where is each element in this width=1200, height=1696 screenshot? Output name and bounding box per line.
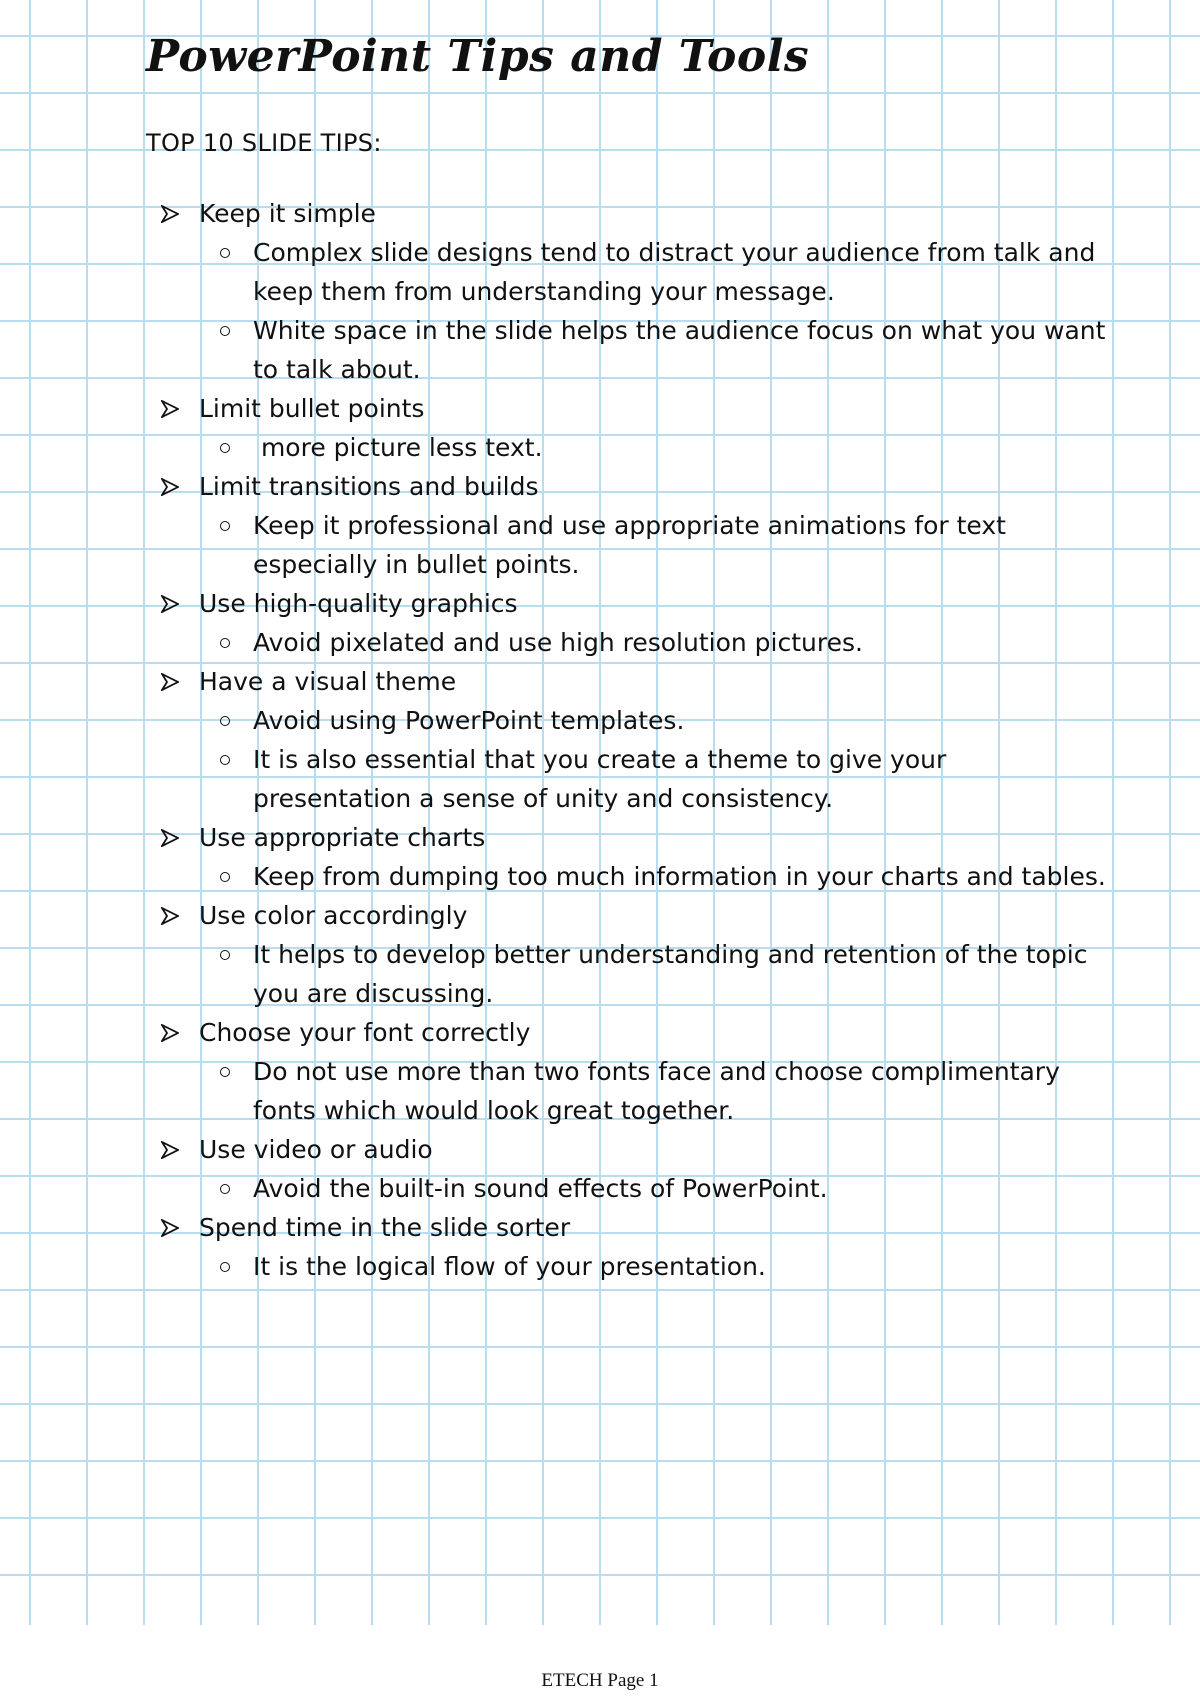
circle-icon	[220, 521, 230, 531]
tip-item	[146, 1208, 1106, 1286]
sub-text: Complex slide designs tend to distract your audience from talk and keep them from understanding your message.	[253, 238, 1104, 306]
circle-icon	[220, 638, 230, 648]
tip-label: Use color accordingly	[199, 901, 468, 930]
tip-label: Limit bullet points	[199, 394, 425, 423]
sub-text: It is also essential that you create a theme to give your presentation a sense of unity and consistency.	[253, 745, 955, 813]
circle-icon	[220, 1067, 230, 1077]
tip-item	[146, 584, 1106, 662]
tip-label: Use video or audio	[199, 1135, 433, 1164]
circle-icon	[220, 326, 230, 336]
tips-list	[146, 194, 1114, 1286]
sub-text: Do not use more than two fonts face and choose complimentary fonts which would look great together.	[253, 1057, 1068, 1125]
sub-item	[199, 233, 1106, 311]
circle-icon	[220, 248, 230, 258]
tip-label: Keep it simple	[199, 199, 376, 228]
sub-list	[199, 1052, 1106, 1130]
tip-item	[146, 389, 1106, 467]
sub-item	[199, 740, 1106, 818]
sub-list	[199, 623, 1106, 662]
tip-item	[146, 1013, 1106, 1130]
tip-label: Choose your font correctly	[199, 1018, 531, 1047]
tip-item	[146, 467, 1106, 584]
circle-icon	[220, 1184, 230, 1194]
sub-text: Keep it professional and use appropriate animations for text especially in bullet points.	[253, 511, 1014, 579]
tip-item	[146, 194, 1114, 389]
arrow-icon	[161, 907, 179, 925]
sub-text: White space in the slide helps the audience focus on what you want to talk about.	[253, 316, 1114, 384]
sub-list	[199, 857, 1106, 896]
circle-icon	[220, 443, 230, 453]
arrow-icon	[161, 829, 179, 847]
tip-item	[146, 662, 1106, 818]
arrow-icon	[161, 205, 179, 223]
tip-label: Use high-quality graphics	[199, 589, 518, 618]
tip-label: Limit transitions and builds	[199, 472, 539, 501]
sub-item	[199, 311, 1114, 389]
sub-text: It is the logical flow of your presentation.	[253, 1252, 766, 1281]
tip-item	[146, 896, 1106, 1013]
sub-item	[199, 623, 1106, 662]
sub-text: Keep from dumping too much information in your charts and tables.	[253, 862, 1106, 891]
circle-icon	[220, 755, 230, 765]
sub-list	[199, 1169, 1106, 1208]
arrow-icon	[161, 478, 179, 496]
section-heading: TOP 10 SLIDE TIPS:	[146, 129, 382, 157]
tip-label: Have a visual theme	[199, 667, 457, 696]
sub-item	[199, 935, 1106, 1013]
circle-icon	[220, 950, 230, 960]
tip-label: Spend time in the slide sorter	[199, 1213, 571, 1242]
sub-text: Avoid the built-in sound effects of PowerPoint.	[253, 1174, 828, 1203]
arrow-icon	[161, 1141, 179, 1159]
arrow-icon	[161, 1024, 179, 1042]
sub-text: more picture less text.	[253, 433, 543, 462]
sub-item	[199, 1052, 1106, 1130]
sub-item	[199, 1169, 1106, 1208]
sub-item	[199, 701, 1106, 740]
tip-item	[146, 1130, 1106, 1208]
tip-item	[146, 818, 1106, 896]
sub-list	[199, 1247, 1106, 1286]
sub-list	[199, 935, 1106, 1013]
arrow-icon	[161, 400, 179, 418]
sub-text: Avoid using PowerPoint templates.	[253, 706, 685, 735]
circle-icon	[220, 872, 230, 882]
sub-text: Avoid pixelated and use high resolution pictures.	[253, 628, 863, 657]
circle-icon	[220, 716, 230, 726]
page-footer: ETECH Page 1	[541, 1670, 659, 1691]
arrow-icon	[161, 673, 179, 691]
sub-item	[199, 1247, 1106, 1286]
tip-label: Use appropriate charts	[199, 823, 486, 852]
sub-list	[199, 428, 1106, 467]
document-body	[146, 28, 1114, 1286]
arrow-icon	[161, 1219, 179, 1237]
sub-list	[199, 506, 1106, 584]
sub-item	[199, 506, 1106, 584]
page-title: PowerPoint Tips and Tools	[146, 31, 810, 82]
arrow-icon	[161, 595, 179, 613]
sub-text: It helps to develop better understanding and retention of the topic you are discussing.	[253, 940, 1096, 1008]
circle-icon	[220, 1262, 230, 1272]
sub-item	[199, 428, 1106, 467]
sub-item	[199, 857, 1106, 896]
sub-list	[199, 701, 1106, 818]
sub-list	[199, 233, 1114, 389]
